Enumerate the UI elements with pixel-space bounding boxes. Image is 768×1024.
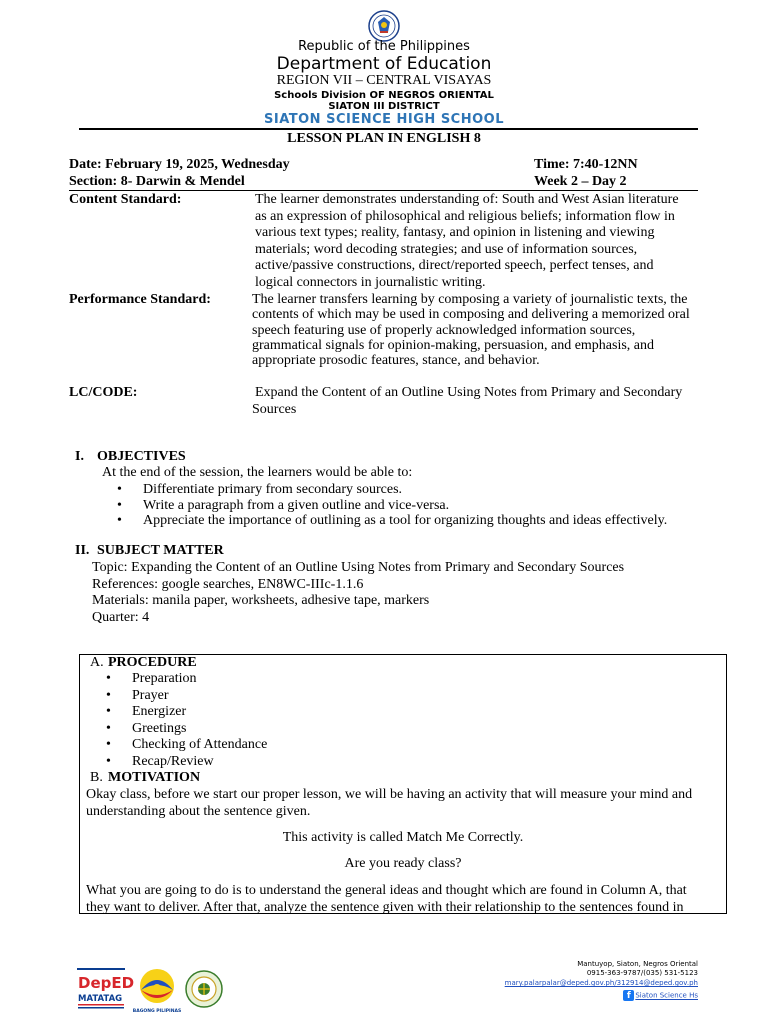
list-item: • Differentiate primary from secondary sources. [117, 482, 667, 498]
deped-seal-logo [368, 10, 400, 42]
week-field: Week 2 – Day 2 [534, 174, 627, 189]
quarter-line: Quarter: 4 [92, 609, 150, 625]
bagong-pilipinas-logo [132, 966, 182, 1014]
info-divider [69, 190, 698, 191]
list-item: • Appreciate the importance of outlining as a tool for organizing thoughts and ideas effectively. [117, 513, 667, 529]
ready-question: Are you ready class? [344, 856, 462, 871]
subject-matter-numeral: II. [75, 543, 90, 558]
footer-address: Mantuyop, Siaton, Negros Oriental [577, 960, 698, 968]
svg-text:MATATAG: MATATAG [78, 994, 123, 1004]
procedure-heading: PROCEDURE [108, 655, 197, 670]
school-seal-logo [185, 970, 223, 1008]
footer-facebook-link[interactable]: f Siaton Science Hs [623, 990, 698, 1001]
republic-line: Republic of the Philippines [298, 39, 470, 54]
topic-line: Topic: Expanding the Content of an Outline Using Notes from Primary and Secondary Sources [92, 560, 625, 575]
division-line: Schools Division OF NEGROS ORIENTAL [274, 90, 494, 101]
objectives-list [117, 482, 667, 529]
section-field: Section: 8- Darwin & Mendel [69, 174, 245, 189]
document-title: LESSON PLAN IN ENGLISH 8 [287, 131, 481, 146]
list-item: • Write a paragraph from a given outline and vice-versa. [117, 498, 667, 514]
list-item: • Energizer [106, 704, 267, 721]
date-field: Date: February 19, 2025, Wednesday [69, 157, 290, 172]
motivation-letter: B. [90, 770, 103, 785]
instruction-text: What you are going to do is to understand the general ideas and thought which are found in Column A, that they want to deliver. After that, analyze the sentence given with their relationship to the sentences found in [86, 883, 687, 915]
lc-code-text: Expand the Content of an Outline Using Notes from Primary and Secondary Sources [252, 385, 683, 417]
content-standard-text: The learner demonstrates understanding of: South and West Asian literature as an expression of philosophical and religious beliefs; information flow in various text types; reality, fantasy, and opinion in listening and viewing materials; word decoding strategies; and use of information sources, active/passive constructions, direct/reported speech, perfect tenses, and logical connectors in journalistic writing. [255, 192, 679, 290]
footer-email-link[interactable]: mary.palarpalar@deped.gov.ph/312914@deped.gov.ph [504, 979, 698, 987]
subject-matter-body [92, 560, 624, 626]
svg-text:BAGONG PILIPINAS: BAGONG PILIPINAS [132, 1009, 182, 1014]
list-item: • Checking of Attendance [106, 737, 267, 754]
materials-line: Materials: manila paper, worksheets, adhesive tape, markers [92, 593, 430, 608]
motivation-heading: MOTIVATION [108, 770, 201, 785]
footer-phone: 0915-363-9787/(035) 531-5123 [586, 969, 698, 977]
facebook-icon: f [623, 990, 634, 1001]
svg-text:DepED: DepED [78, 974, 135, 992]
school-name: SIATON SCIENCE HIGH SCHOOL [264, 112, 504, 127]
performance-standard-label: Performance Standard: [69, 292, 211, 307]
references-line: References: google searches, EN8WC-IIIc-1.1.6 [92, 576, 364, 592]
objectives-numeral: I. [75, 449, 84, 464]
procedure-list [106, 671, 267, 770]
time-field: Time: 7:40-12NN [534, 157, 638, 172]
lc-code-label: LC/CODE: [69, 385, 138, 400]
deped-matatag-logo [77, 968, 135, 1016]
region-line: REGION VII – CENTRAL VISAYAS [276, 73, 492, 88]
list-item: • Greetings [106, 721, 267, 738]
procedure-box [79, 654, 727, 914]
activity-name: This activity is called Match Me Correctly. [282, 830, 524, 845]
list-item: • Preparation [106, 671, 267, 688]
header-divider [79, 128, 698, 130]
objectives-intro: At the end of the session, the learners would be able to: [102, 465, 413, 480]
list-item: • Recap/Review [106, 754, 267, 771]
subject-matter-heading: SUBJECT MATTER [97, 543, 224, 558]
motivation-text: Okay class, before we start our proper lesson, we will be having an activity that will measure your mind and understanding about the sentence given. [86, 787, 693, 819]
content-standard-label: Content Standard: [69, 192, 182, 207]
procedure-letter: A. [90, 655, 104, 670]
performance-standard-text: The learner transfers learning by composing a variety of journalistic texts, the contents of which may be used in composing and delivering a memorized oral speech featuring use of properly acknowledged information sources, grammatical signals for opinion-making, persuasion, and emphasis, and appropriate prosodic features, stance, and behavior. [252, 292, 690, 369]
department-line: Department of Education [276, 54, 492, 74]
district-line: SIATON III DISTRICT [328, 101, 440, 112]
list-item: • Prayer [106, 688, 267, 705]
objectives-heading: OBJECTIVES [97, 449, 186, 464]
